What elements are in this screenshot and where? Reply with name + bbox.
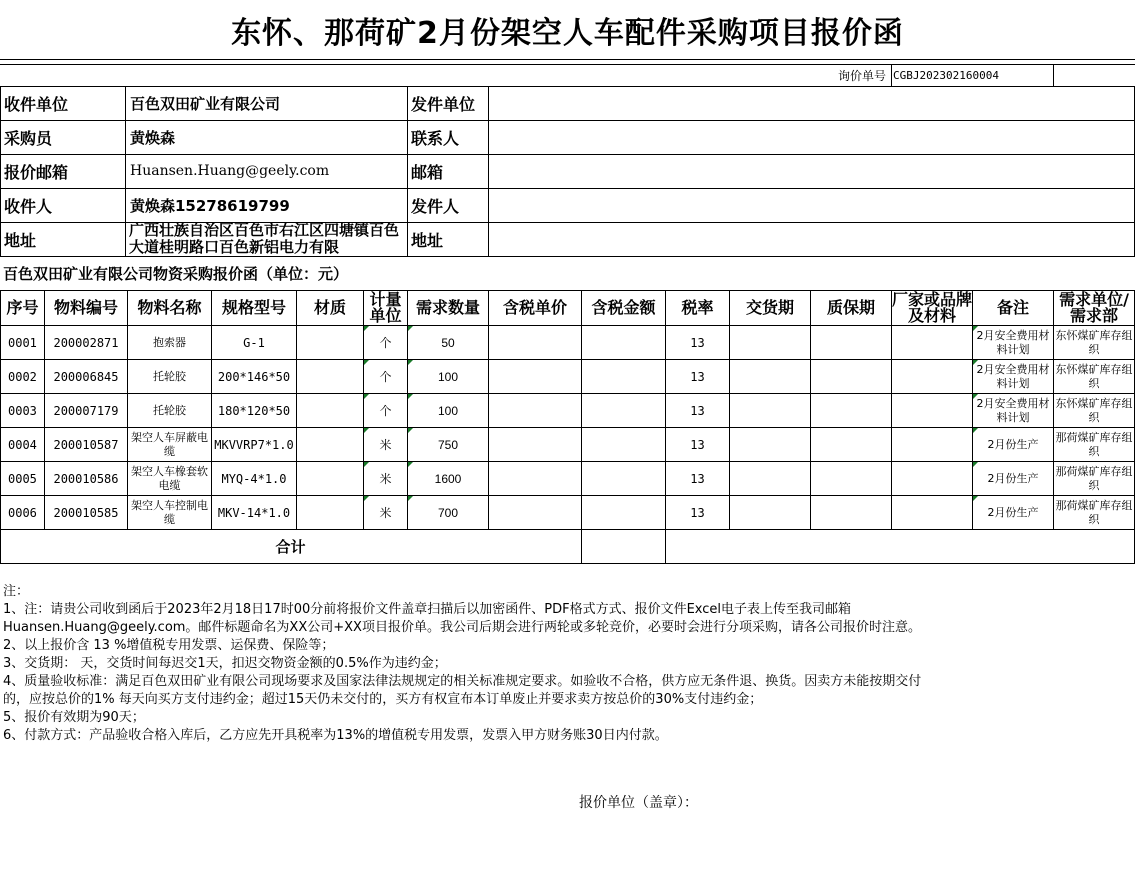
- cell-tax: 13: [690, 369, 705, 384]
- cell-price[interactable]: [489, 360, 581, 393]
- cell-tax: 13: [690, 403, 705, 418]
- comment-marker-icon: [364, 394, 369, 399]
- cell-brand[interactable]: [892, 360, 972, 393]
- cell-qty: 1600: [434, 471, 462, 486]
- cell-code: 200002871: [53, 335, 119, 350]
- comment-marker-icon: [364, 462, 369, 467]
- cell-brand[interactable]: [892, 394, 972, 427]
- cell-warranty[interactable]: [811, 496, 891, 529]
- note-line: 的，应按总价的1% 每天向买方支付违约金；超过15天仍未交付的，买方有权宣布本订单废止并要求卖方按总价的30%支付违约金；: [3, 692, 763, 707]
- cell-no: 0003: [8, 403, 37, 418]
- cell-tax: 13: [690, 505, 705, 520]
- cell-dept: 东怀煤矿库存组织: [1055, 328, 1133, 356]
- cell-price[interactable]: [489, 496, 581, 529]
- header-col-warranty: 质保期: [826, 298, 875, 317]
- cell-qty: 100: [437, 403, 459, 418]
- cell-name: 架空人车屏蔽电缆: [131, 430, 208, 458]
- address2-value[interactable]: [489, 222, 1134, 256]
- cell-remark: 2月份生产: [987, 471, 1039, 485]
- header-col-unit: 计量单位: [369, 291, 402, 325]
- cell-qty: 750: [437, 437, 459, 452]
- cell-brand[interactable]: [892, 428, 972, 461]
- cell-no: 0001: [8, 335, 37, 350]
- cell-spec: MKVVRP7*1.0: [214, 437, 294, 452]
- cell-no: 0004: [8, 437, 37, 452]
- cell-code: 200007179: [53, 403, 119, 418]
- cell-unit: 米: [379, 471, 392, 486]
- comment-marker-icon: [408, 496, 413, 501]
- cell-material[interactable]: [297, 428, 363, 461]
- cell-no: 0006: [8, 505, 37, 520]
- comment-marker-icon: [408, 326, 413, 331]
- cell-unit: 个: [379, 335, 392, 350]
- receiver-unit-label: 收件单位: [4, 94, 69, 114]
- buyer-label: 采购员: [4, 128, 53, 148]
- cell-amount[interactable]: [582, 326, 665, 359]
- note-line: 6、付款方式：产品验收合格入库后，乙方应先开具税率为13%的增值税专用发票，发票入甲方财务账30日内付款。: [3, 728, 668, 743]
- comment-marker-icon: [973, 326, 978, 331]
- notes-heading: 注：: [3, 584, 30, 599]
- cell-delivery[interactable]: [730, 462, 810, 495]
- comment-marker-icon: [973, 394, 978, 399]
- cell-code: 200006845: [53, 369, 119, 384]
- cell-name: 架空人车控制电缆: [131, 498, 208, 526]
- comment-marker-icon: [364, 360, 369, 365]
- cell-dept: 那荷煤矿库存组织: [1055, 498, 1133, 526]
- cell-remark: 2月安全费用材料计划: [976, 328, 1050, 356]
- header-col-dept: 需求单位/需求部: [1059, 291, 1129, 325]
- cell-name: 抱索器: [153, 335, 186, 349]
- cell-warranty[interactable]: [811, 428, 891, 461]
- header-col-name: 物料名称: [137, 298, 202, 317]
- header-col-no: 序号: [6, 298, 39, 317]
- cell-code: 200010585: [53, 505, 119, 520]
- cell-material[interactable]: [297, 394, 363, 427]
- comment-marker-icon: [973, 360, 978, 365]
- page-title: 东怀、那荷矿2月份架空人车配件采购项目报价函: [0, 0, 1135, 60]
- seal-label: 报价单位（盖章）：: [579, 795, 698, 811]
- cell-qty: 50: [441, 335, 455, 350]
- cell-price[interactable]: [489, 394, 581, 427]
- header-col-qty: 需求数量: [415, 298, 480, 317]
- cell-tax: 13: [690, 437, 705, 452]
- header-col-spec: 规格型号: [221, 298, 286, 317]
- cell-remark: 2月份生产: [987, 437, 1039, 451]
- cell-warranty[interactable]: [811, 326, 891, 359]
- cell-unit: 个: [379, 369, 392, 384]
- comment-marker-icon: [364, 326, 369, 331]
- header-col-code: 物料编号: [53, 298, 118, 317]
- cell-name: 托轮胶: [153, 403, 186, 417]
- cell-name: 托轮胶: [153, 369, 186, 383]
- buyer-value[interactable]: 黄焕森: [130, 128, 176, 147]
- table-title: 百色双田矿业有限公司物资采购报价函（单位：元）: [3, 264, 349, 283]
- cell-unit: 米: [379, 505, 392, 520]
- header-col-material: 材质: [313, 298, 346, 317]
- cell-remark: 2月份生产: [987, 505, 1039, 519]
- cell-warranty[interactable]: [811, 360, 891, 393]
- cell-delivery[interactable]: [730, 326, 810, 359]
- email-value[interactable]: [489, 154, 1134, 188]
- cell-material[interactable]: [297, 496, 363, 529]
- total-amount[interactable]: [582, 529, 665, 563]
- sender-label: 发件人: [411, 196, 460, 216]
- cell-amount[interactable]: [582, 394, 665, 427]
- cell-brand[interactable]: [892, 326, 972, 359]
- sender-value[interactable]: [489, 188, 1134, 222]
- cell-delivery[interactable]: [730, 428, 810, 461]
- cell-amount[interactable]: [582, 428, 665, 461]
- contact-value[interactable]: [489, 120, 1134, 154]
- sender-unit-label: 发件单位: [411, 94, 476, 114]
- cell-dept: 那荷煤矿库存组织: [1055, 430, 1133, 458]
- cell-material[interactable]: [297, 326, 363, 359]
- cell-material[interactable]: [297, 462, 363, 495]
- cell-brand[interactable]: [892, 496, 972, 529]
- cell-no: 0005: [8, 471, 37, 486]
- comment-marker-icon: [364, 428, 369, 433]
- header-col-tax: 税率: [681, 298, 714, 317]
- notes-section: [3, 583, 1133, 745]
- cell-unit: 个: [379, 403, 392, 418]
- cell-tax: 13: [690, 471, 705, 486]
- cell-amount[interactable]: [582, 462, 665, 495]
- cell-price[interactable]: [489, 326, 581, 359]
- cell-price[interactable]: [489, 462, 581, 495]
- comment-marker-icon: [408, 428, 413, 433]
- cell-spec: G-1: [243, 335, 265, 350]
- cell-code: 200010586: [53, 471, 119, 486]
- note-line: 1、注：请贵公司收到函后于2023年2月18日17时00分前将报价文件盖章扫描后以加密函件、PDF格式方式、报价文件Excel电子表上传至我司邮箱: [3, 602, 852, 617]
- contact-label: 联系人: [411, 128, 460, 148]
- cell-qty: 700: [437, 505, 459, 520]
- cell-dept: 东怀煤矿库存组织: [1055, 396, 1133, 424]
- cell-no: 0002: [8, 369, 37, 384]
- cell-tax: 13: [690, 335, 705, 350]
- address-label: 地址: [4, 230, 37, 250]
- comment-marker-icon: [408, 462, 413, 467]
- comment-marker-icon: [973, 428, 978, 433]
- cell-spec: 200*146*50: [217, 369, 291, 384]
- cell-spec: MKV-14*1.0: [217, 505, 291, 520]
- cell-material[interactable]: [297, 360, 363, 393]
- note-line: 5、报价有效期为90天；: [3, 710, 145, 725]
- inquiry-label: 询价单号: [838, 68, 887, 83]
- header-col-remark: 备注: [996, 298, 1029, 317]
- cell-delivery[interactable]: [730, 360, 810, 393]
- note-line: Huansen.Huang@geely.com。邮件标题命名为XX公司+XX项目报价单。我公司后期会进行两轮或多轮竞价，必要时会进行分项采购，请各公司报价时注意。: [3, 620, 921, 635]
- note-line: 3、交货期： 天，交货时间每迟交1天，扣迟交物资金额的0.5%作为违约金；: [3, 656, 447, 671]
- sender-unit-value[interactable]: [489, 86, 1134, 120]
- address-value[interactable]: 广西壮族自治区百色市右江区四塘镇百色大道桂明路口百色新铝电力有限: [129, 222, 400, 256]
- cell-qty: 100: [437, 369, 459, 384]
- inquiry-number[interactable]: CGBJ202302160004: [893, 68, 999, 82]
- comment-marker-icon: [364, 496, 369, 501]
- header-col-delivery: 交货期: [745, 298, 794, 317]
- email-label: 邮箱: [411, 162, 444, 182]
- cell-code: 200010587: [53, 437, 119, 452]
- cell-spec: 180*120*50: [217, 403, 291, 418]
- cell-dept: 东怀煤矿库存组织: [1055, 362, 1133, 390]
- recipient-label: 收件人: [4, 196, 53, 216]
- cell-delivery[interactable]: [730, 496, 810, 529]
- header-col-price: 含税单价: [502, 298, 567, 317]
- comment-marker-icon: [408, 394, 413, 399]
- cell-delivery[interactable]: [730, 394, 810, 427]
- note-line: 2、以上报价含 13 %增值税专用发票、运保费、保险等；: [3, 638, 335, 653]
- cell-dept: 那荷煤矿库存组织: [1055, 464, 1133, 492]
- address2-label: 地址: [411, 230, 444, 250]
- cell-amount[interactable]: [582, 360, 665, 393]
- cell-name: 架空人车橡套软电缆: [131, 464, 208, 492]
- header-col-brand: 厂家或品牌及材料: [892, 291, 972, 325]
- quote-email-label: 报价邮箱: [4, 162, 69, 182]
- total-label: 合计: [275, 537, 306, 556]
- comment-marker-icon: [973, 496, 978, 501]
- header-col-amount: 含税金额: [591, 298, 656, 317]
- comment-marker-icon: [408, 360, 413, 365]
- cell-warranty[interactable]: [811, 462, 891, 495]
- cell-brand[interactable]: [892, 462, 972, 495]
- recipient-value[interactable]: 黄焕森15278619799: [130, 196, 290, 215]
- note-line: 4、质量验收标准：满足百色双田矿业有限公司现场要求及国家法律法规规定的相关标准规定要求。如验收不合格，供方应无条件退、换货。因卖方未能按期交付: [3, 674, 922, 689]
- cell-price[interactable]: [489, 428, 581, 461]
- cell-remark: 2月安全费用材料计划: [976, 396, 1050, 424]
- quote-email-value[interactable]: Huansen.Huang@geely.com: [130, 163, 330, 179]
- receiver-unit-value[interactable]: 百色双田矿业有限公司: [130, 94, 281, 113]
- cell-unit: 米: [379, 437, 392, 452]
- cell-warranty[interactable]: [811, 394, 891, 427]
- cell-remark: 2月安全费用材料计划: [976, 362, 1050, 390]
- cell-spec: MYQ-4*1.0: [221, 471, 287, 486]
- comment-marker-icon: [973, 462, 978, 467]
- cell-amount[interactable]: [582, 496, 665, 529]
